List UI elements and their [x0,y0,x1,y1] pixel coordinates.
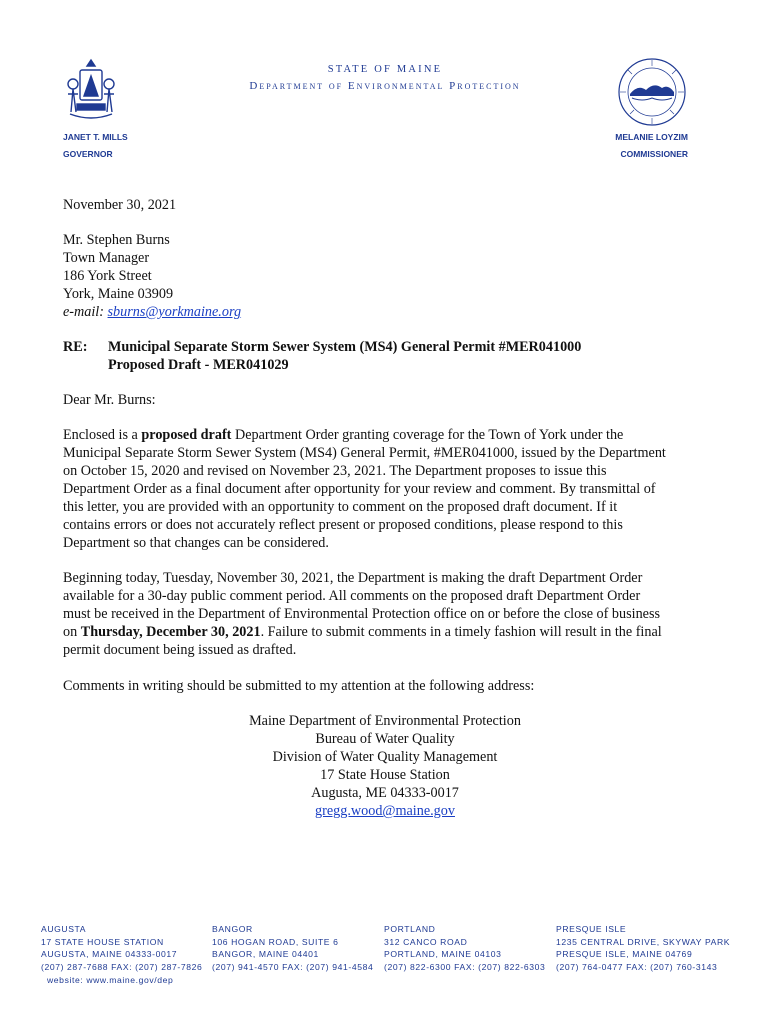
mailing-line: Maine Department of Environmental Protection [249,713,521,729]
mailing-line: Division of Water Quality Management [272,749,498,765]
proposed-draft-emphasis: proposed draft [141,427,232,443]
p2-line: on Thursday, December 30, 2021. Failure to submit comments in a timely fashion will result in the final [63,624,662,640]
office-street: 1235 CENTRAL DRIVE, SKYWAY PARK [556,936,731,947]
p2-line: Beginning today, Tuesday, November 30, 2021, the Department is making the draft Department Order [63,570,643,586]
footer-office-presque-isle [556,923,730,973]
p1-line: Enclosed is a proposed draft Department Order granting coverage for the Town of York under the [63,427,624,443]
recipient-name: Mr. Stephen Burns [63,232,170,248]
office-phone: (207) 941-4570 FAX: (207) 941-4584 [212,961,374,972]
footer-website[interactable]: website: www.maine.gov/dep [47,975,174,985]
p2-line: must be received in the Department of Environmental Protection office on or before the close of business [63,606,661,622]
recipient-address [63,231,241,321]
p2-line: available for a 30-day public comment period. All comments on the proposed draft Department Order [63,588,641,604]
paragraph-1 [63,426,713,552]
re-label: RE: [63,339,88,355]
letter-date: November 30, 2021 [63,197,177,213]
mailing-line: Bureau of Water Quality [315,731,455,747]
office-phone: (207) 287-7688 FAX: (207) 287-7826 [41,961,203,972]
salutation: Dear Mr. Burns: [63,392,156,408]
p2-line: permit document being issued as drafted. [63,642,297,658]
p1-line: contains errors or does not accurately reflect present or proposed conditions, please respond to this [63,517,623,533]
dep-seal-icon [616,56,688,128]
office-phone: (207) 822-6300 FAX: (207) 822-6303 [384,961,546,972]
office-city-state: BANGOR, MAINE 04401 [212,949,319,959]
office-city: PORTLAND [384,924,436,934]
footer-office-bangor [212,923,373,973]
governor-name: JANET T. MILLS [63,132,128,142]
office-street: 106 HOGAN ROAD, SUITE 6 [212,936,339,947]
re-subject [108,338,581,374]
letterhead-department: Department of Environmental Protection [249,80,521,92]
office-street: 312 CANCO ROAD [384,936,468,947]
p1-line: on October 15, 2020 and revised on November 23, 2021. The Department proposes to issue this [63,463,607,479]
governor-title: GOVERNOR [63,149,113,159]
p1-line: this letter, you are provided with an opportunity to comment on the proposed draft document. If it [63,499,618,515]
mailing-line: 17 State House Station [320,767,450,783]
p1-line: Department Order as a final document after opportunity for your review and comment. By transmittal of [63,481,656,497]
paragraph-2 [63,569,713,659]
email-label: e-mail: [63,304,108,320]
contact-email-link[interactable]: gregg.wood@maine.gov [315,803,455,819]
office-city-state: PORTLAND, MAINE 04103 [384,949,502,959]
recipient-email-line [63,303,241,321]
p1-line: Department so that changes can be considered. [63,535,329,551]
office-city-state: AUGUSTA, MAINE 04333-0017 [41,949,178,959]
office-city: AUGUSTA [41,924,87,934]
recipient-city: York, Maine 03909 [63,286,174,302]
letterhead-state: STATE OF MAINE [327,64,443,75]
recipient-street: 186 York Street [63,268,152,284]
footer-office-portland [384,923,545,973]
office-city-state: PRESQUE ISLE, MAINE 04769 [556,949,693,959]
deadline-date: Thursday, December 30, 2021 [80,624,261,640]
mailing-line: Augusta, ME 04333-0017 [311,785,459,801]
mailing-address [0,712,770,820]
p1-line: Municipal Separate Storm Sewer System (MS4) General Permit, #MER041000, issued by the Department [63,445,666,461]
footer-office-augusta [41,923,202,973]
office-phone: (207) 764-0477 FAX: (207) 760-3143 [556,961,718,972]
commissioner-title: COMMISSIONER [620,149,688,159]
recipient-email-link[interactable]: sburns@yorkmaine.org [107,304,242,320]
office-city: BANGOR [212,924,253,934]
commissioner-name: MELANIE LOYZIM [615,132,688,142]
office-city: PRESQUE ISLE [556,924,627,934]
re-line-2: Proposed Draft - MER041029 [108,357,289,373]
paragraph-3: Comments in writing should be submitted to my attention at the following address: [63,678,535,694]
office-street: 17 STATE HOUSE STATION [41,936,164,947]
recipient-title: Town Manager [63,250,150,266]
re-line-1: Municipal Separate Storm Sewer System (MS4) General Permit #MER041000 [108,339,582,355]
